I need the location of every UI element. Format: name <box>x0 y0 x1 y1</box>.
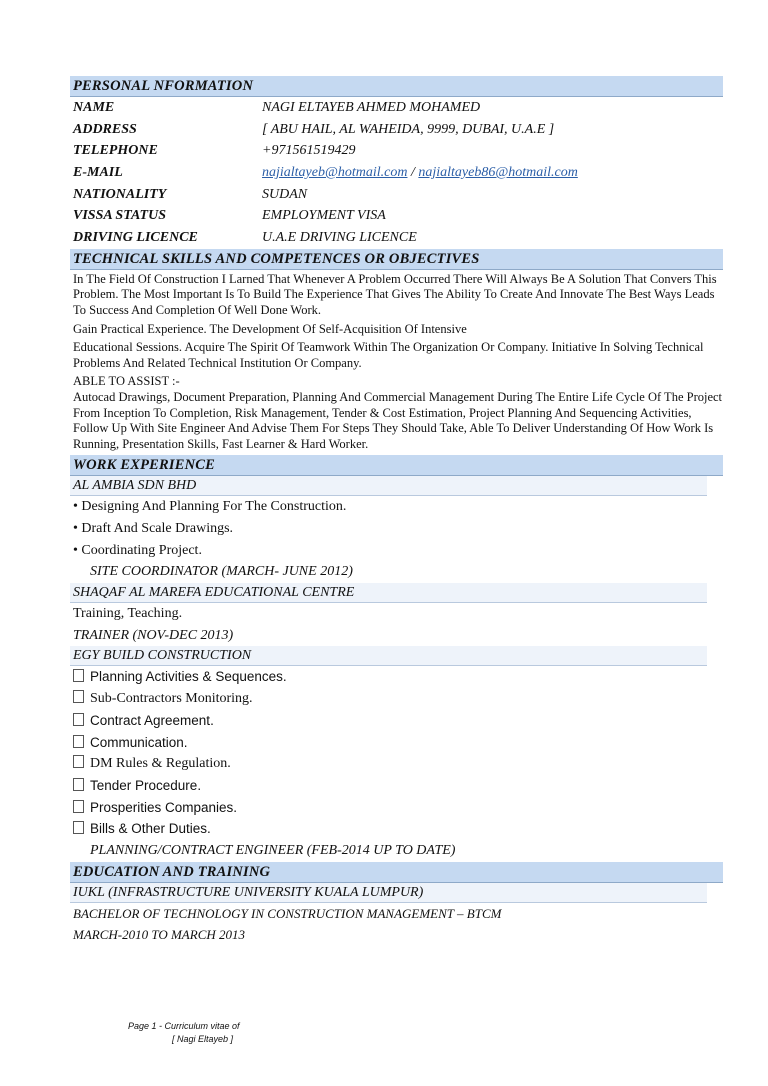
checkbox-glyph-icon <box>73 713 84 726</box>
job3-item-text: Bills & Other Duties. <box>90 821 211 837</box>
job3-item <box>70 797 723 819</box>
job3-item <box>70 775 723 797</box>
job1-bullet-1: • Designing And Planning For The Construction. <box>73 499 347 515</box>
label-name: NAME <box>73 100 115 115</box>
education-degree: BACHELOR OF TECHNOLOGY IN CONSTRUCTION MANAGEMENT – BTCM <box>73 905 502 921</box>
section-heading-work: WORK EXPERIENCE <box>70 455 723 476</box>
job3-item <box>70 666 723 688</box>
section-heading-personal: PERSONAL NFORMATION <box>70 76 723 97</box>
job3-role: PLANNING/CONTRACT ENGINEER (FEB-2014 UP TO DATE) <box>90 842 456 858</box>
job3-item-text: DM Rules & Regulation. <box>90 756 231 772</box>
label-nationality: NATIONALITY <box>73 186 167 202</box>
checkbox-glyph-icon <box>73 778 84 791</box>
job3-item-text: Planning Activities & Sequences. <box>90 669 287 685</box>
section-heading-skills: TECHNICAL SKILLS AND COMPETENCES OR OBJECTIVES <box>70 249 723 270</box>
label-address: ADDRESS <box>73 121 137 137</box>
skills-assist-title: ABLE TO ASSIST :- <box>73 374 180 389</box>
job1-role: SITE COORDINATOR (MARCH- JUNE 2012) <box>90 564 353 580</box>
checkbox-glyph-icon <box>73 821 84 834</box>
label-visa-status: VISSA STATUS <box>73 208 167 224</box>
footer-line-1: Page 1 - Curriculum vitae of <box>128 1021 240 1031</box>
email-link-2[interactable]: najialtayeb86@hotmail.com <box>418 165 578 181</box>
row-address <box>70 119 723 141</box>
checkbox-glyph-icon <box>73 735 84 748</box>
label-telephone: TELEPHONE <box>73 143 158 159</box>
job3-item-text: Sub-Contractors Monitoring. <box>90 691 253 707</box>
skills-paragraph-3: Educational Sessions. Acquire The Spirit Of Teamwork Within The Organization Or Company. Initiative In Solving Technical Problems And Related Technical Institution Or Company. <box>73 340 704 370</box>
job3-item <box>70 732 723 754</box>
footer-line-2: [ Nagi Eltayeb ] <box>172 1034 234 1044</box>
cv-page <box>70 76 723 946</box>
row-email <box>70 162 723 184</box>
checkbox-glyph-icon <box>73 800 84 813</box>
value-address: [ ABU HAIL, AL WAHEIDA, 9999, DUBAI, U.A.E ] <box>262 121 555 137</box>
checkbox-glyph-icon <box>73 669 84 682</box>
education-institution: IUKL (INFRASTRUCTURE UNIVERSITY KUALA LUMPUR) <box>70 883 707 903</box>
value-visa-status: EMPLOYMENT VISA <box>262 208 386 224</box>
value-telephone: +971561519429 <box>262 143 356 159</box>
value-email <box>262 162 723 184</box>
job1-bullet-3: • Coordinating Project. <box>73 542 202 558</box>
skills-paragraph-2: Gain Practical Experience. The Development Of Self-Acquisition Of Intensive <box>73 321 467 336</box>
skills-paragraph-1: In The Field Of Construction I Larned That Whenever A Problem Occurred There Will Always Be A Solution That Convers This Problem. The Most Important Is To Build The Experience That Gives The Ability To Create And Innovate The Best Ways Leads To Success And Completion Of Well Done Work. <box>73 271 717 317</box>
email-link-1[interactable]: najialtayeb@hotmail.com <box>262 165 408 181</box>
email-separator: / <box>407 165 419 181</box>
job2-description: Training, Teaching. <box>73 606 183 622</box>
job3-item-text: Prosperities Companies. <box>90 799 238 815</box>
row-nationality <box>70 184 723 206</box>
value-name: NAGI ELTAYEB AHMED MOHAMED <box>262 100 481 115</box>
job3-item <box>70 710 723 732</box>
page-footer <box>128 1020 240 1046</box>
personal-info-table <box>70 97 723 249</box>
job3-item-text: Tender Procedure. <box>90 777 202 793</box>
row-visa-status <box>70 205 723 227</box>
company-egy-build: EGY BUILD CONSTRUCTION <box>70 646 707 666</box>
job2-role: TRAINER (NOV-DEC 2013) <box>73 627 234 643</box>
company-shaqaf: SHAQAF AL MAREFA EDUCATIONAL CENTRE <box>70 583 707 603</box>
education-dates: MARCH-2010 TO MARCH 2013 <box>73 927 246 943</box>
label-email: E-MAIL <box>73 165 123 181</box>
job1-bullet-2: • Draft And Scale Drawings. <box>73 521 234 537</box>
row-name <box>70 97 723 119</box>
row-telephone <box>70 140 723 162</box>
job3-item-text: Communication. <box>90 734 188 750</box>
checkbox-glyph-icon <box>73 690 84 703</box>
value-nationality: SUDAN <box>262 186 308 202</box>
section-heading-education: EDUCATION AND TRAINING <box>70 862 723 883</box>
job3-item <box>70 753 723 775</box>
skills-paragraph-4: Autocad Drawings, Document Preparation, Planning And Commercial Management During The Entire Life Cycle Of The Project From Inception To Completion, Risk Management, Tender & Cost Estimation, Project Planning And Sequencing Activities, Follow Up With Site Engineer And Advise Them For Steps They Should Take, Able To Deliver Understanding Of How Work Is Running, Presentation Skills, Fast Learner & Hard Worker. <box>73 389 723 451</box>
label-driving-licence: DRIVING LICENCE <box>73 230 198 246</box>
job3-item-text: Contract Agreement. <box>90 712 214 728</box>
job3-item <box>70 818 723 840</box>
value-driving-licence: U.A.E DRIVING LICENCE <box>262 230 417 246</box>
company-al-ambia: AL AMBIA SDN BHD <box>70 476 707 496</box>
row-driving-licence <box>70 227 723 249</box>
checkbox-glyph-icon <box>73 755 84 768</box>
job3-item <box>70 688 723 710</box>
